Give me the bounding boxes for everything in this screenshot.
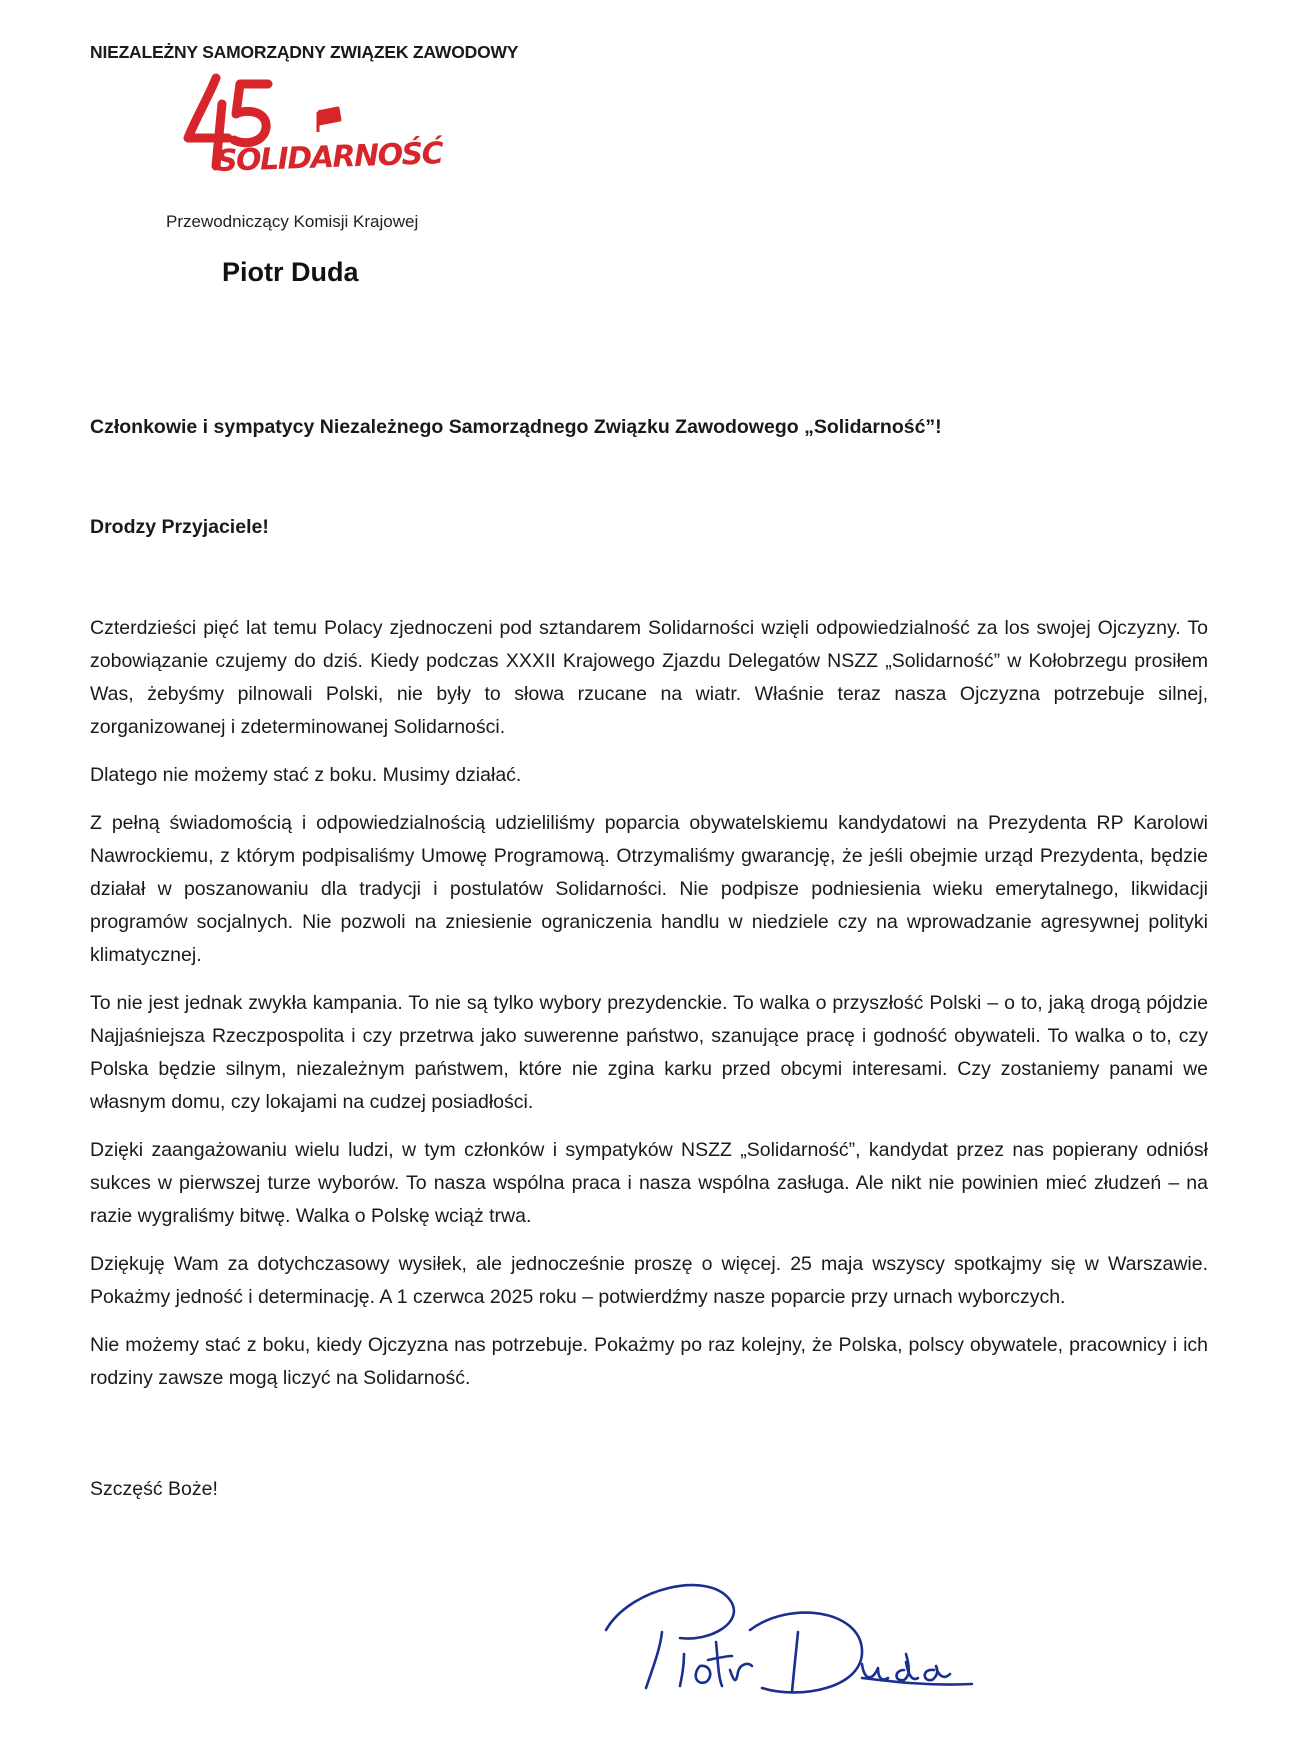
logo-wordmark: SOLIDARNOŚĆ bbox=[215, 136, 443, 179]
letter-address: Członkowie i sympatycy Niezależnego Samorządnego Związku Zawodowego „Solidarność”! bbox=[90, 416, 942, 438]
signature-stroke bbox=[792, 1632, 798, 1692]
handwritten-signature bbox=[600, 1570, 990, 1705]
paragraph: Z pełną świadomością i odpowiedzialnością udzieliliśmy poparcia obywatelskiemu kandydatowi na Prezydenta RP Karolowi Nawrockiemu, z którym podpisaliśmy Umowę Programową. Otrzymaliśmy gwarancję, że jeśli obejmie urząd Prezydenta, będzie działał w poszanowaniu dla tradycji i postulatów Solidarności. Nie podpisze podniesienia wieku emerytalnego, likwidacji programów socjalnych. Nie pozwoli na zniesienie ograniczenia handlu w niedziele czy na wprowadzanie agresywnej polityki klimatycznej. bbox=[90, 812, 1208, 966]
solidarnosc-45-logo bbox=[182, 70, 443, 182]
letter-closing: Szczęść Boże! bbox=[90, 1478, 218, 1500]
letter-greeting: Drodzy Przyjaciele! bbox=[90, 516, 269, 538]
paragraph: Dziękuję Wam za dotychczasowy wysiłek, ale jednocześnie proszę o więcej. 25 maja wszyscy spotkajmy się w Warszawie. Pokażmy jedność i determinację. A 1 czerwca 2025 roku – potwierdźmy nasze poparcie przy urnach wyborczych. bbox=[90, 1253, 1208, 1308]
paragraph: To nie jest jednak zwykła kampania. To nie są tylko wybory prezydenckie. To walka o przyszłość Polski – o to, jaką drogą pójdzie Najjaśniejsza Rzeczpospolita i czy przetrwa jako suwerenne państwo, szanujące pracę i godność obywateli. To walka o to, czy Polska będzie silnym, niezależnym państwem, które nie zgina karku przed obcymi interesami. Czy zostaniemy panami we własnym domu, czy lokajami na cudzej posiadłości. bbox=[90, 992, 1208, 1113]
chairman-title: Przewodniczący Komisji Krajowej bbox=[166, 212, 419, 231]
signature-stroke bbox=[925, 1666, 950, 1680]
logo-digit-5 bbox=[234, 84, 268, 143]
signature-stroke bbox=[708, 1642, 732, 1686]
signature-stroke bbox=[750, 1613, 862, 1693]
signature-stroke bbox=[680, 1654, 684, 1686]
chairman-name: Piotr Duda bbox=[222, 257, 359, 287]
signature-stroke bbox=[730, 1664, 752, 1680]
paragraph: Nie możemy stać z boku, kiedy Ojczyzna nas potrzebuje. Pokażmy po raz kolejny, że Polska, polscy obywatele, pracownicy i ich rodziny zawsze mogą liczyć na Solidarność. bbox=[90, 1334, 1208, 1389]
organization-name: NIEZALEŻNY SAMORZĄDNY ZWIĄZEK ZAWODOWY bbox=[90, 42, 519, 62]
solidarnosc-45-logo-graphic bbox=[182, 70, 443, 182]
signature-graphic bbox=[600, 1570, 990, 1705]
paragraph: Czterdzieści pięć lat temu Polacy zjednoczeni pod sztandarem Solidarności wzięli odpowiedzialność za los swojej Ojczyzny. To zobowiązanie czujemy do dziś. Kiedy podczas XXXII Krajowego Zjazdu Delegatów NSZZ „Solidarność” w Kołobrzegu prosiłem Was, żebyśmy pilnowali Polski, nie były to słowa rzucane na wiatr. Właśnie teraz nasza Ojczyzna potrzebuje silnej, zorganizowanej i zdeterminowanej Solidarności. bbox=[90, 617, 1208, 738]
letter-body bbox=[90, 612, 1208, 1410]
paragraph: Dlatego nie możemy stać z boku. Musimy działać. bbox=[90, 764, 522, 786]
signature-stroke bbox=[696, 1666, 711, 1683]
paragraph: Dzięki zaangażowaniu wielu ludzi, w tym członków i sympatyków NSZZ „Solidarność”, kandydat przez nas popierany odniósł sukces w pierwszej turze wyborów. To nasza wspólna praca i nasza wspólna zasługa. Ale nikt nie powinien mieć złudzeń – na razie wygraliśmy bitwę. Walka o Polskę wciąż trwa. bbox=[90, 1139, 1208, 1227]
signature-stroke bbox=[646, 1632, 662, 1688]
logo-flag bbox=[318, 108, 340, 132]
signature-stroke bbox=[897, 1654, 919, 1680]
signature-stroke bbox=[606, 1585, 734, 1638]
